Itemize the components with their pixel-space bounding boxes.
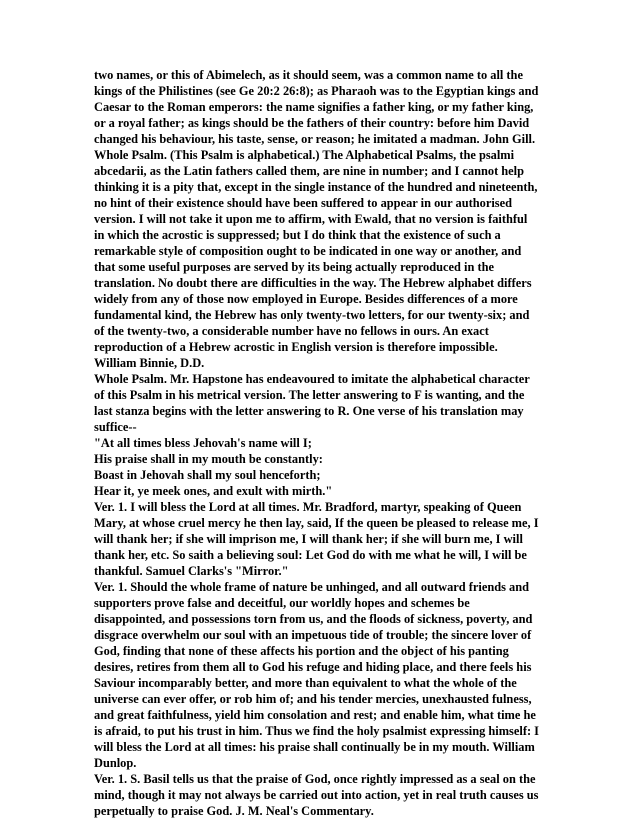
text-line: Dunlop. <box>94 756 137 770</box>
text-line: remarkable style of composition ought to be indicated in one way or another, and <box>94 244 522 258</box>
text-line: fundamental kind, the Hebrew has only twenty-two letters, for our twenty-six; and <box>94 308 530 322</box>
text-line: two names, or this of Abimelech, as it should seem, was a common name to all the <box>94 68 523 82</box>
text-line: that some useful purposes are served by its being actually reproduced in the <box>94 260 494 274</box>
text-line: thank her, etc. So saith a believing soul: Let God do with me what he will, I will be <box>94 548 527 562</box>
text-line: will thank her; if she will imprison me, I will thank her; if she will burn me, I will <box>94 532 523 546</box>
text-line: reproduction of a Hebrew acrostic in English version is therefore impossible. <box>94 340 498 354</box>
text-line: Ver. 1. S. Basil tells us that the praise of God, once rightly impressed as a seal on the <box>94 772 536 786</box>
text-line: will bless the Lord at all times: his praise shall continually be in my mouth. William <box>94 740 535 754</box>
text-line: William Binnie, D.D. <box>94 356 205 370</box>
text-line: mind, though it may not always be carried out into action, yet in real truth causes us <box>94 788 539 802</box>
text-line: Whole Psalm. Mr. Hapstone has endeavoured to imitate the alphabetical character <box>94 372 530 386</box>
text-line: Saviour incomparably better, and more than equivalent to what the whole of the <box>94 676 517 690</box>
text-line: disgrace overwhelm our soul with an impetuous tide of trouble; the sincere lover of <box>94 628 532 642</box>
text-line: or a royal father; as kings should be the fathers of their country: before him David <box>94 116 530 130</box>
text-line: universe can ever offer, or rob him of; and his tender mercies, unexhausted fulness, <box>94 692 532 706</box>
text-line: changed his behaviour, his taste, sense, or reason; he imitated a madman. John Gill. <box>94 132 536 146</box>
text-line: of this Psalm in his metrical version. The letter answering to F is wanting, and the <box>94 388 525 402</box>
text-line: Ver. 1. Should the whole frame of nature be unhinged, and all outward friends and <box>94 580 530 594</box>
text-line: no hint of their existence should have been suffered to appear in our authorised <box>94 196 512 210</box>
text-line: thankful. Samuel Clarks's "Mirror." <box>94 564 289 578</box>
text-line: supporters prove false and deceitful, our worldly hopes and schemes be <box>94 596 470 610</box>
text-line: Caesar to the Roman emperors: the name signifies a father king, or my father king, <box>94 100 534 114</box>
text-line: widely from any of those now employed in Europe. Besides differences of a more <box>94 292 518 306</box>
text-line: kings of the Philistines (see Ge 20:2 26:8); as Pharaoh was to the Egyptian kings and <box>94 84 539 98</box>
text-line: last stanza begins with the letter answering to R. One verse of his translation may <box>94 404 524 418</box>
text-line: thinking it is a pity that, except in the single instance of the hundred and nineteenth, <box>94 180 538 194</box>
commentary-text-block <box>94 67 554 819</box>
text-line: is afraid, to put his trust in him. Thus we find the holy psalmist expressing himself: I <box>94 724 539 738</box>
text-line: God, finding that none of these affects his portion and the object of his panting <box>94 644 509 658</box>
text-line: translation. No doubt there are difficulties in the way. The Hebrew alphabet differs <box>94 276 532 290</box>
text-line: of the twenty-two, a considerable number have no fellows in ours. An exact <box>94 324 489 338</box>
text-line: Whole Psalm. (This Psalm is alphabetical.) The Alphabetical Psalms, the psalmi <box>94 148 515 162</box>
text-line: perpetually to praise God. J. M. Neal's Commentary. <box>94 804 374 818</box>
text-line: in which the acrostic is suppressed; but I do think that the existence of such a <box>94 228 501 242</box>
text-line: abcedarii, as the Latin fathers called them, are nine in number; and I cannot help <box>94 164 525 178</box>
text-line: version. I will not take it upon me to affirm, with Ewald, that no version is faithful <box>94 212 528 226</box>
text-line: Mary, at whose cruel mercy he then lay, said, If the queen be pleased to release me, I <box>94 516 539 530</box>
text-line: suffice-- <box>94 420 137 434</box>
text-line: Boast in Jehovah shall my soul henceforth; <box>94 468 321 482</box>
text-line: disappointed, and possessions torn from us, and the floods of sickness, poverty, and <box>94 612 533 626</box>
text-line: desires, retires from them all to God his refuge and hiding place, and there feels his <box>94 660 532 674</box>
text-line: "At all times bless Jehovah's name will I; <box>94 436 312 450</box>
text-line: and great faithfulness, yield him consolation and rest; and enable him, what time he <box>94 708 536 722</box>
text-line: Ver. 1. I will bless the Lord at all times. Mr. Bradford, martyr, speaking of Queen <box>94 500 522 514</box>
text-line: Hear it, ye meek ones, and exult with mirth." <box>94 484 333 498</box>
text-line: His praise shall in my mouth be constantly: <box>94 452 323 466</box>
